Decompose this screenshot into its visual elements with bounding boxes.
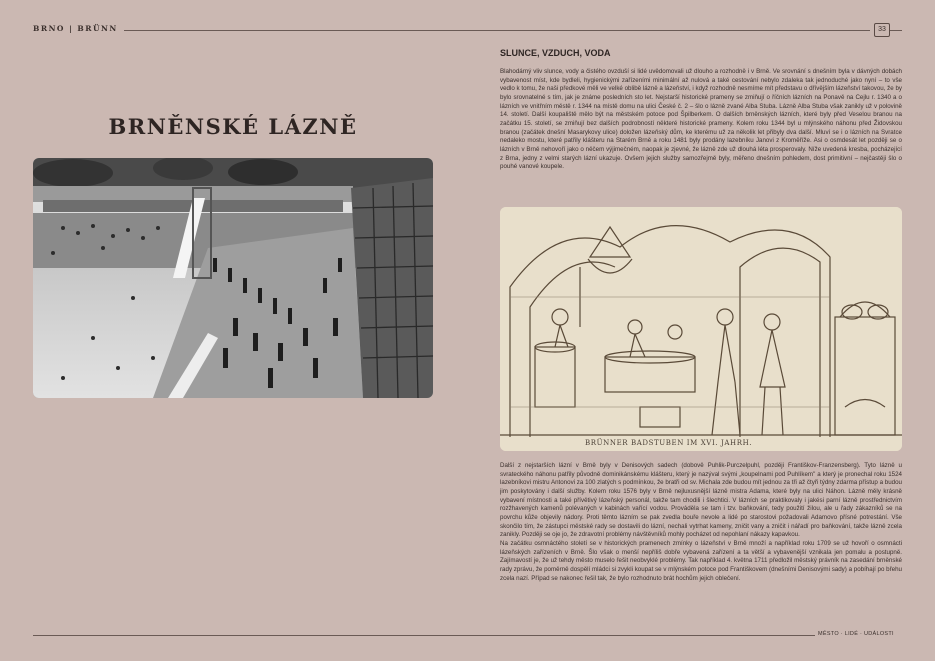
paragraph: Další z nejstarších lázní v Brně byly v Denisových sadech (dobově Puhlik-Purczelpuhl, později Františkov-Franzensberg). Tyto lázně u svrateckého náhonu patřily původně dominikánskému klášteru, který je nazýval svými „koupelnami pod Puhlíkem" a který je pronechal roku 1524 lazebníkovi mistru Antonovi za 100 zlatých s podmínkou, že bratři od sv. Michala zde budou mít jednou za tři až čtyři týdny zdarma přístup a budou jim poskytovány i další služby. Kolem roku 1576 byly v Brně nejluxusnější lázně mistra Adama, které byly na ulici Náhon. Lázně měly krásně vybavení místnosti a také přívětivý lázeňský personál, takže tam chodili i šlechtici. V lázních se praktikovaly i jakési parní lázně prostřednictvím rozžhavených kamenů polévaných v kabinách vařící vodou. Prováděla se tam i tzv. baňkování, tedy použití žilou, ale u řady zákazníků se na povrchu kůže objevily nádory. Proti těmto lázním se pak zvedla bouře nevole a lidé po starostovi požadovali Adamovo přísné potrestání. Vše skončilo tím, že zástupci městské rady se dostavili do lázní, nechali vytrhat kameny, zničit vany a zničit i nářadí pro baňkování, takže lázně zcela zanikly. Později se oje jo, že zdravotní problémy návštěvníků mohly pocházet od nepohlaní nákazy kapavkou.	[500, 462, 902, 539]
footer-rule	[33, 635, 815, 636]
historical-bathhouse-drawing	[500, 207, 902, 451]
section-title: SLUNCE, VZDUCH, VODA	[500, 48, 611, 58]
header-rule-right	[890, 30, 902, 31]
footer-label: MĚSTO · LIDÉ · UDÁLOSTI	[818, 631, 894, 637]
body-text-bottom	[500, 462, 902, 632]
paragraph: Blahodárný vliv slunce, vody a čistého ovzduší si lidé uvědomovali už dlouho a rozhodně i v Brně. Ve srovnání s dnešním byla v dávných dobách vybavenost míst, kde bydleli, hygienickými zařízeními minimální až nulová a také cestování nebylo zdaleka tak jednoduché jako nyní – to vše vedlo k tomu, že naši předkové měli ve velké oblibě lázně a lázeňství, i když rozhodně nesmíme mít představu o dřívějším lázeňství takovou, že by bylo srovnatelné s tím, jak je známe posledních sto let. Nejstarší historické prameny se zmiňují o říčních lázních na Ponavě na Cejlu r. 1340 a o lázních ve vnitřním městě r. 1344 na místě domu na ulici České č. 2 – šlo o lázně zvané Alba Stuba. Lázně Alba Stuba však zanikly už v polovině 14. století. Další koupaliště mělo být na městském potoce pod Špilberkem. O dalších brněnských lázních, které byly před Veselou branou na začátku 15. století, se zmiňují bez dalších podrobností některé historické prameny. Kolem roku 1344 byl u mlýnského náhonu před Židovskou branou (začátek dnešní Masarykovy ulice) doložen lázeňský dům, ke kterému už za několik let přibyly dva další. Mluví se i o lázních na Svratce nedaleko mostu, které patřily klášteru na Starém Brně a roku 1481 byly prodány lazebníku Janovi z Kroměříže. Asi o osmdesát let později se o lázních v Brně nehovoří jako o něčem výjimečném, naopak je zjevné, že lázně zde už dlouhá léta prosperovaly. Níže uvedená kresba, pocházející z Brna, jedny z velmi starých lázní ukazuje. Ovšem jejich služby samozřejmě byly, měřeno dnešním pohledem, dost primitivní – nejčastěji šlo o pouhé vanové koupele.	[500, 68, 902, 171]
header-rule-left	[124, 30, 870, 31]
body-text-top	[500, 68, 902, 206]
page-number: 33	[874, 23, 890, 37]
drawing-caption: BRÜNNER BADSTUBEN IM XVI. JAHRH.	[585, 439, 753, 447]
swimming-pool-photo	[33, 158, 433, 398]
header-section-label: BRNO | BRÜNN	[33, 24, 118, 33]
paragraph: Na začátku osmnáctého století se v historických pramenech zmínky o lázeňství v Brně množí a například roku 1709 se už hovoří o osmnácti lázeňských zařízeních v Brně. Šlo však o menší nepříliš dobře vybavená zařízení a ta větší a vybavenější vznikala jen pomalu a postupně. Zajímavostí je, že už tehdy město muselo řešit neobvyklé problémy. Tak například 4. května 1711 předložil městský právník na zasedání brněnské rady zprávu, že poměrně dospělí mládci si zvykli koupat se v mlýnském potoce pod Františkovem (dnešními Denisovými sady) a pobíhají po břehu zcela nazí. Případ se nakonec řešil tak, že bylo rozhodnuto brát hochům jejich oblečení.	[500, 539, 902, 582]
page-title: BRNĚNSKÉ LÁZNĚ	[108, 114, 358, 139]
